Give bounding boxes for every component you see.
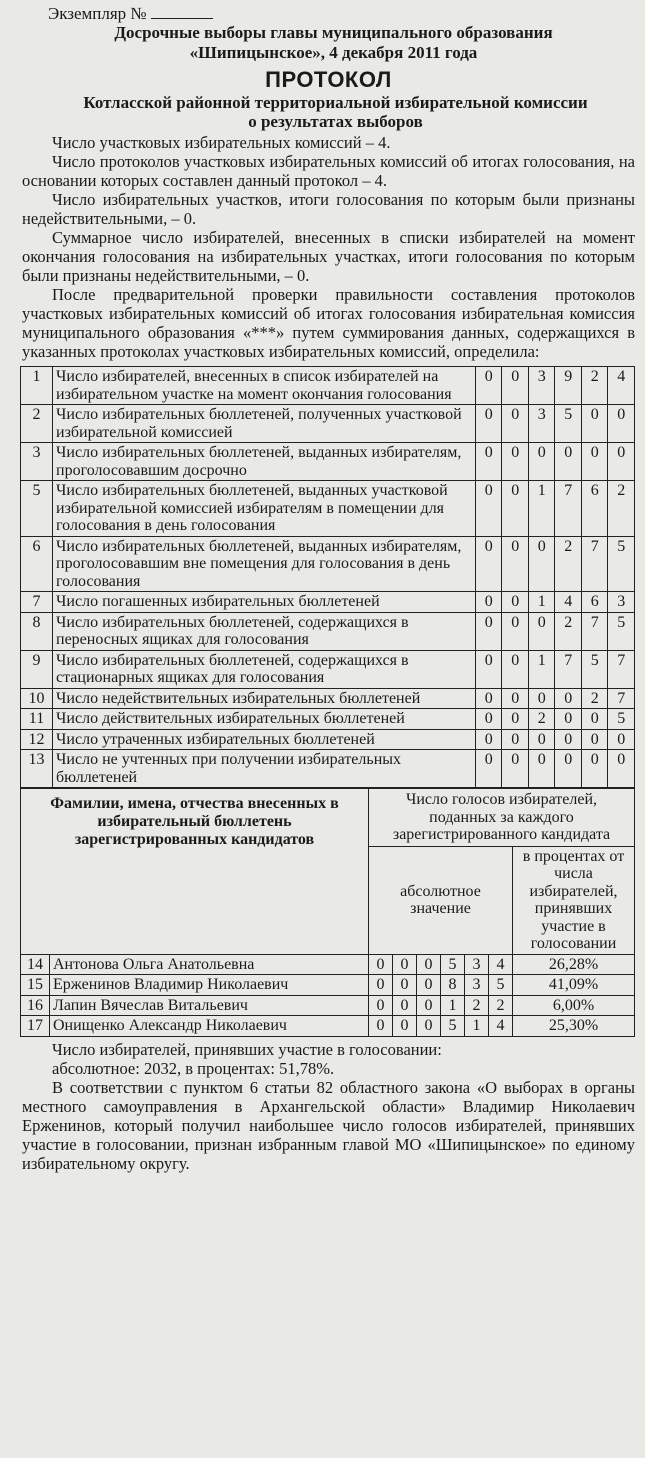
digit-cell: 1 [465, 1016, 489, 1037]
copy-number-blank [151, 4, 213, 19]
results-row [21, 688, 635, 709]
digit-cell: 0 [502, 481, 529, 537]
digit-cell: 4 [555, 592, 582, 613]
digit-cell: 1 [528, 650, 555, 688]
digit-cell: 1 [528, 481, 555, 537]
percent-header: в процентах от числа избирателей, принявших участие в голосовании [513, 846, 635, 954]
row-description: Число избирательных бюллетеней, содержащихся в стационарных ящиках для голосования [53, 650, 476, 688]
digit-cell: 3 [608, 592, 635, 613]
digit-cell: 0 [475, 405, 502, 443]
candidate-row [21, 954, 635, 975]
digit-cell: 0 [475, 729, 502, 750]
digit-cell: 3 [528, 367, 555, 405]
digit-cell: 0 [502, 650, 529, 688]
digit-cell: 0 [475, 650, 502, 688]
digit-cell: 5 [608, 612, 635, 650]
conclusion-paragraph: В соответствии с пунктом 6 статьи 82 областного закона «О выборах в органы местного самоуправления в Архангельской области» Владимир Николаевич Ерженинов, который получил наибольшее число голосов избирателей, принявших участие в голосовании, признан избранным главой МО «Шипицынское» по единому избирательному округу. [22, 1077, 635, 1173]
turnout-line2: абсолютное: 2032, в процентах: 51,78%. [52, 1058, 335, 1078]
digit-cell: 3 [528, 405, 555, 443]
digit-cell: 0 [555, 750, 582, 788]
row-number: 10 [21, 688, 53, 709]
digit-cell: 2 [581, 367, 608, 405]
row-number: 13 [21, 750, 53, 788]
candidate-name: Онищенко Александр Николаевич [50, 1016, 369, 1037]
results-row [21, 729, 635, 750]
results-row [21, 592, 635, 613]
digit-cell: 0 [369, 954, 393, 975]
candidates-name-header: Фамилии, имена, отчества внесенных в избирательный бюллетень зарегистрированных кандидатов [21, 789, 369, 955]
digit-cell: 0 [502, 536, 529, 592]
row-description: Число избирательных бюллетеней, выданных участковой избирательной комиссией избирателям в помещении для голосования в день голосования [53, 481, 476, 537]
candidate-percent: 25,30% [513, 1016, 635, 1037]
digit-cell: 0 [393, 995, 417, 1016]
digit-cell: 0 [475, 443, 502, 481]
row-description: Число избирательных бюллетеней, содержащихся в переносных ящиках для голосования [53, 612, 476, 650]
row-description: Число избирателей, внесенных в список избирателей на избирательном участке на момент окончания голосования [53, 367, 476, 405]
row-number: 5 [21, 481, 53, 537]
copy-label: Экземпляр № [48, 4, 147, 23]
intro-paragraph: Число участковых избирательных комиссий – 4. [52, 133, 391, 152]
digit-cell: 0 [502, 750, 529, 788]
digit-cell: 0 [475, 481, 502, 537]
digit-cell: 0 [555, 688, 582, 709]
results-row [21, 650, 635, 688]
digit-cell: 0 [528, 612, 555, 650]
row-number: 7 [21, 592, 53, 613]
digit-cell: 0 [555, 709, 582, 730]
candidates-table [20, 788, 635, 1037]
candidate-name: Лапин Вячеслав Витальевич [50, 995, 369, 1016]
candidate-name: Антонова Ольга Анатольевна [50, 954, 369, 975]
digit-cell: 2 [555, 536, 582, 592]
row-description: Число избирательных бюллетеней, выданных избирателям, проголосовавшим вне помещения для голосования в день голосования [53, 536, 476, 592]
digit-cell: 0 [581, 750, 608, 788]
row-number: 2 [21, 405, 53, 443]
digit-cell: 0 [608, 729, 635, 750]
subtitle-line1: Котласской районной территориальной избирательной комиссии [83, 93, 588, 112]
protocol-heading: ПРОТОКОЛ [265, 67, 392, 92]
digit-cell: 7 [608, 650, 635, 688]
row-number: 3 [21, 443, 53, 481]
row-description: Число не учтенных при получении избирательных бюллетеней [53, 750, 476, 788]
digit-cell: 0 [502, 443, 529, 481]
row-number: 12 [21, 729, 53, 750]
digit-cell: 3 [465, 975, 489, 996]
intro-paragraph: Число протоколов участковых избирательных комиссий об итогах голосования, на основании которых составлен данный протокол – 4. [22, 152, 635, 190]
digit-cell: 0 [502, 405, 529, 443]
digit-cell: 0 [393, 954, 417, 975]
digit-cell: 0 [502, 709, 529, 730]
row-number: 14 [21, 954, 50, 975]
digit-cell: 8 [441, 975, 465, 996]
digit-cell: 0 [581, 405, 608, 443]
digit-cell: 7 [581, 612, 608, 650]
digit-cell: 0 [555, 729, 582, 750]
turnout-line1: Число избирателей, принявших участие в голосовании: [52, 1039, 442, 1059]
digit-cell: 0 [502, 729, 529, 750]
digit-cell: 2 [581, 688, 608, 709]
row-description: Число избирательных бюллетеней, выданных избирателям, проголосовавшим досрочно [53, 443, 476, 481]
candidate-percent: 26,28% [513, 954, 635, 975]
digit-cell: 0 [417, 975, 441, 996]
digit-cell: 0 [528, 688, 555, 709]
results-row [21, 367, 635, 405]
candidate-row [21, 995, 635, 1016]
results-row [21, 443, 635, 481]
row-description: Число действительных избирательных бюллетеней [53, 709, 476, 730]
digit-cell: 9 [555, 367, 582, 405]
digit-cell: 2 [465, 995, 489, 1016]
digit-cell: 1 [528, 592, 555, 613]
election-title-line2: «Шипицынское», 4 декабря 2011 года [189, 43, 478, 62]
row-number: 8 [21, 612, 53, 650]
digit-cell: 6 [581, 592, 608, 613]
row-number: 9 [21, 650, 53, 688]
digit-cell: 0 [475, 750, 502, 788]
digit-cell: 0 [528, 750, 555, 788]
digit-cell: 0 [608, 443, 635, 481]
intro-paragraph: Число избирательных участков, итоги голосования по которым были признаны недействительными, – 0. [22, 190, 635, 228]
digit-cell: 4 [489, 954, 513, 975]
digit-cell: 0 [581, 729, 608, 750]
digit-cell: 7 [555, 650, 582, 688]
digit-cell: 0 [502, 688, 529, 709]
digit-cell: 5 [608, 536, 635, 592]
digit-cell: 0 [417, 954, 441, 975]
candidate-percent: 6,00% [513, 995, 635, 1016]
digit-cell: 5 [608, 709, 635, 730]
results-row [21, 481, 635, 537]
results-row [21, 612, 635, 650]
copy-number-line [48, 4, 635, 23]
digit-cell: 0 [369, 995, 393, 1016]
candidate-row [21, 1016, 635, 1037]
digit-cell: 0 [417, 995, 441, 1016]
digit-cell: 4 [608, 367, 635, 405]
digit-cell: 1 [441, 995, 465, 1016]
digit-cell: 0 [528, 729, 555, 750]
results-row [21, 536, 635, 592]
results-table [20, 366, 635, 788]
digit-cell: 5 [441, 1016, 465, 1037]
digit-cell: 5 [441, 954, 465, 975]
digit-cell: 0 [475, 709, 502, 730]
digit-cell: 0 [502, 367, 529, 405]
candidate-name: Ерженинов Владимир Николаевич [50, 975, 369, 996]
footer-section [22, 1040, 635, 1173]
digit-cell: 0 [528, 443, 555, 481]
digit-cell: 2 [555, 612, 582, 650]
digit-cell: 2 [528, 709, 555, 730]
row-number: 15 [21, 975, 50, 996]
digit-cell: 0 [475, 592, 502, 613]
digit-cell: 0 [555, 443, 582, 481]
digit-cell: 0 [475, 367, 502, 405]
digit-cell: 0 [475, 688, 502, 709]
row-description: Число погашенных избирательных бюллетеней [53, 592, 476, 613]
election-title [32, 23, 635, 63]
results-row [21, 709, 635, 730]
digit-cell: 0 [393, 1016, 417, 1037]
row-description: Число недействительных избирательных бюллетеней [53, 688, 476, 709]
row-number: 11 [21, 709, 53, 730]
digit-cell: 5 [581, 650, 608, 688]
election-title-line1: Досрочные выборы главы муниципального образования [114, 23, 553, 42]
intro-section [22, 133, 635, 361]
digit-cell: 5 [555, 405, 582, 443]
subtitle-line2: о результатах выборов [248, 112, 423, 131]
digit-cell: 0 [475, 536, 502, 592]
row-number: 17 [21, 1016, 50, 1037]
digit-cell: 0 [475, 612, 502, 650]
digit-cell: 7 [555, 481, 582, 537]
digit-cell: 3 [465, 954, 489, 975]
digit-cell: 0 [581, 709, 608, 730]
digit-cell: 0 [581, 443, 608, 481]
commission-subtitle [36, 93, 635, 131]
row-description: Число избирательных бюллетеней, полученных участковой избирательной комиссией [53, 405, 476, 443]
digit-cell: 0 [608, 750, 635, 788]
digit-cell: 0 [417, 1016, 441, 1037]
digit-cell: 0 [369, 975, 393, 996]
digit-cell: 7 [608, 688, 635, 709]
results-row [21, 750, 635, 788]
digit-cell: 2 [489, 995, 513, 1016]
digit-cell: 0 [528, 536, 555, 592]
row-description: Число утраченных избирательных бюллетеней [53, 729, 476, 750]
row-number: 6 [21, 536, 53, 592]
candidate-percent: 41,09% [513, 975, 635, 996]
digit-cell: 0 [393, 975, 417, 996]
digit-cell: 0 [608, 405, 635, 443]
absolute-value-header: абсолютное значение [369, 846, 513, 954]
votes-header: Число голосов избирателей, поданных за каждого зарегистрированного кандидата [369, 789, 635, 847]
row-number: 16 [21, 995, 50, 1016]
digit-cell: 0 [502, 592, 529, 613]
digit-cell: 5 [489, 975, 513, 996]
digit-cell: 0 [369, 1016, 393, 1037]
intro-paragraph: После предварительной проверки правильности составления протоколов участковых избирательных комиссий об итогах голосования избирательная комиссия муниципального образования «***» путем суммирования данных, содержащихся в указанных протоколах участковых избирательных комиссий, определила: [22, 285, 635, 361]
digit-cell: 0 [502, 612, 529, 650]
candidate-row [21, 975, 635, 996]
intro-paragraph: Суммарное число избирателей, внесенных в списки избирателей на момент окончания голосования на избирательных участках, итоги голосования по которым были признаны недействительными, – 0. [22, 228, 635, 285]
digit-cell: 4 [489, 1016, 513, 1037]
digit-cell: 6 [581, 481, 608, 537]
digit-cell: 2 [608, 481, 635, 537]
results-row [21, 405, 635, 443]
digit-cell: 7 [581, 536, 608, 592]
row-number: 1 [21, 367, 53, 405]
